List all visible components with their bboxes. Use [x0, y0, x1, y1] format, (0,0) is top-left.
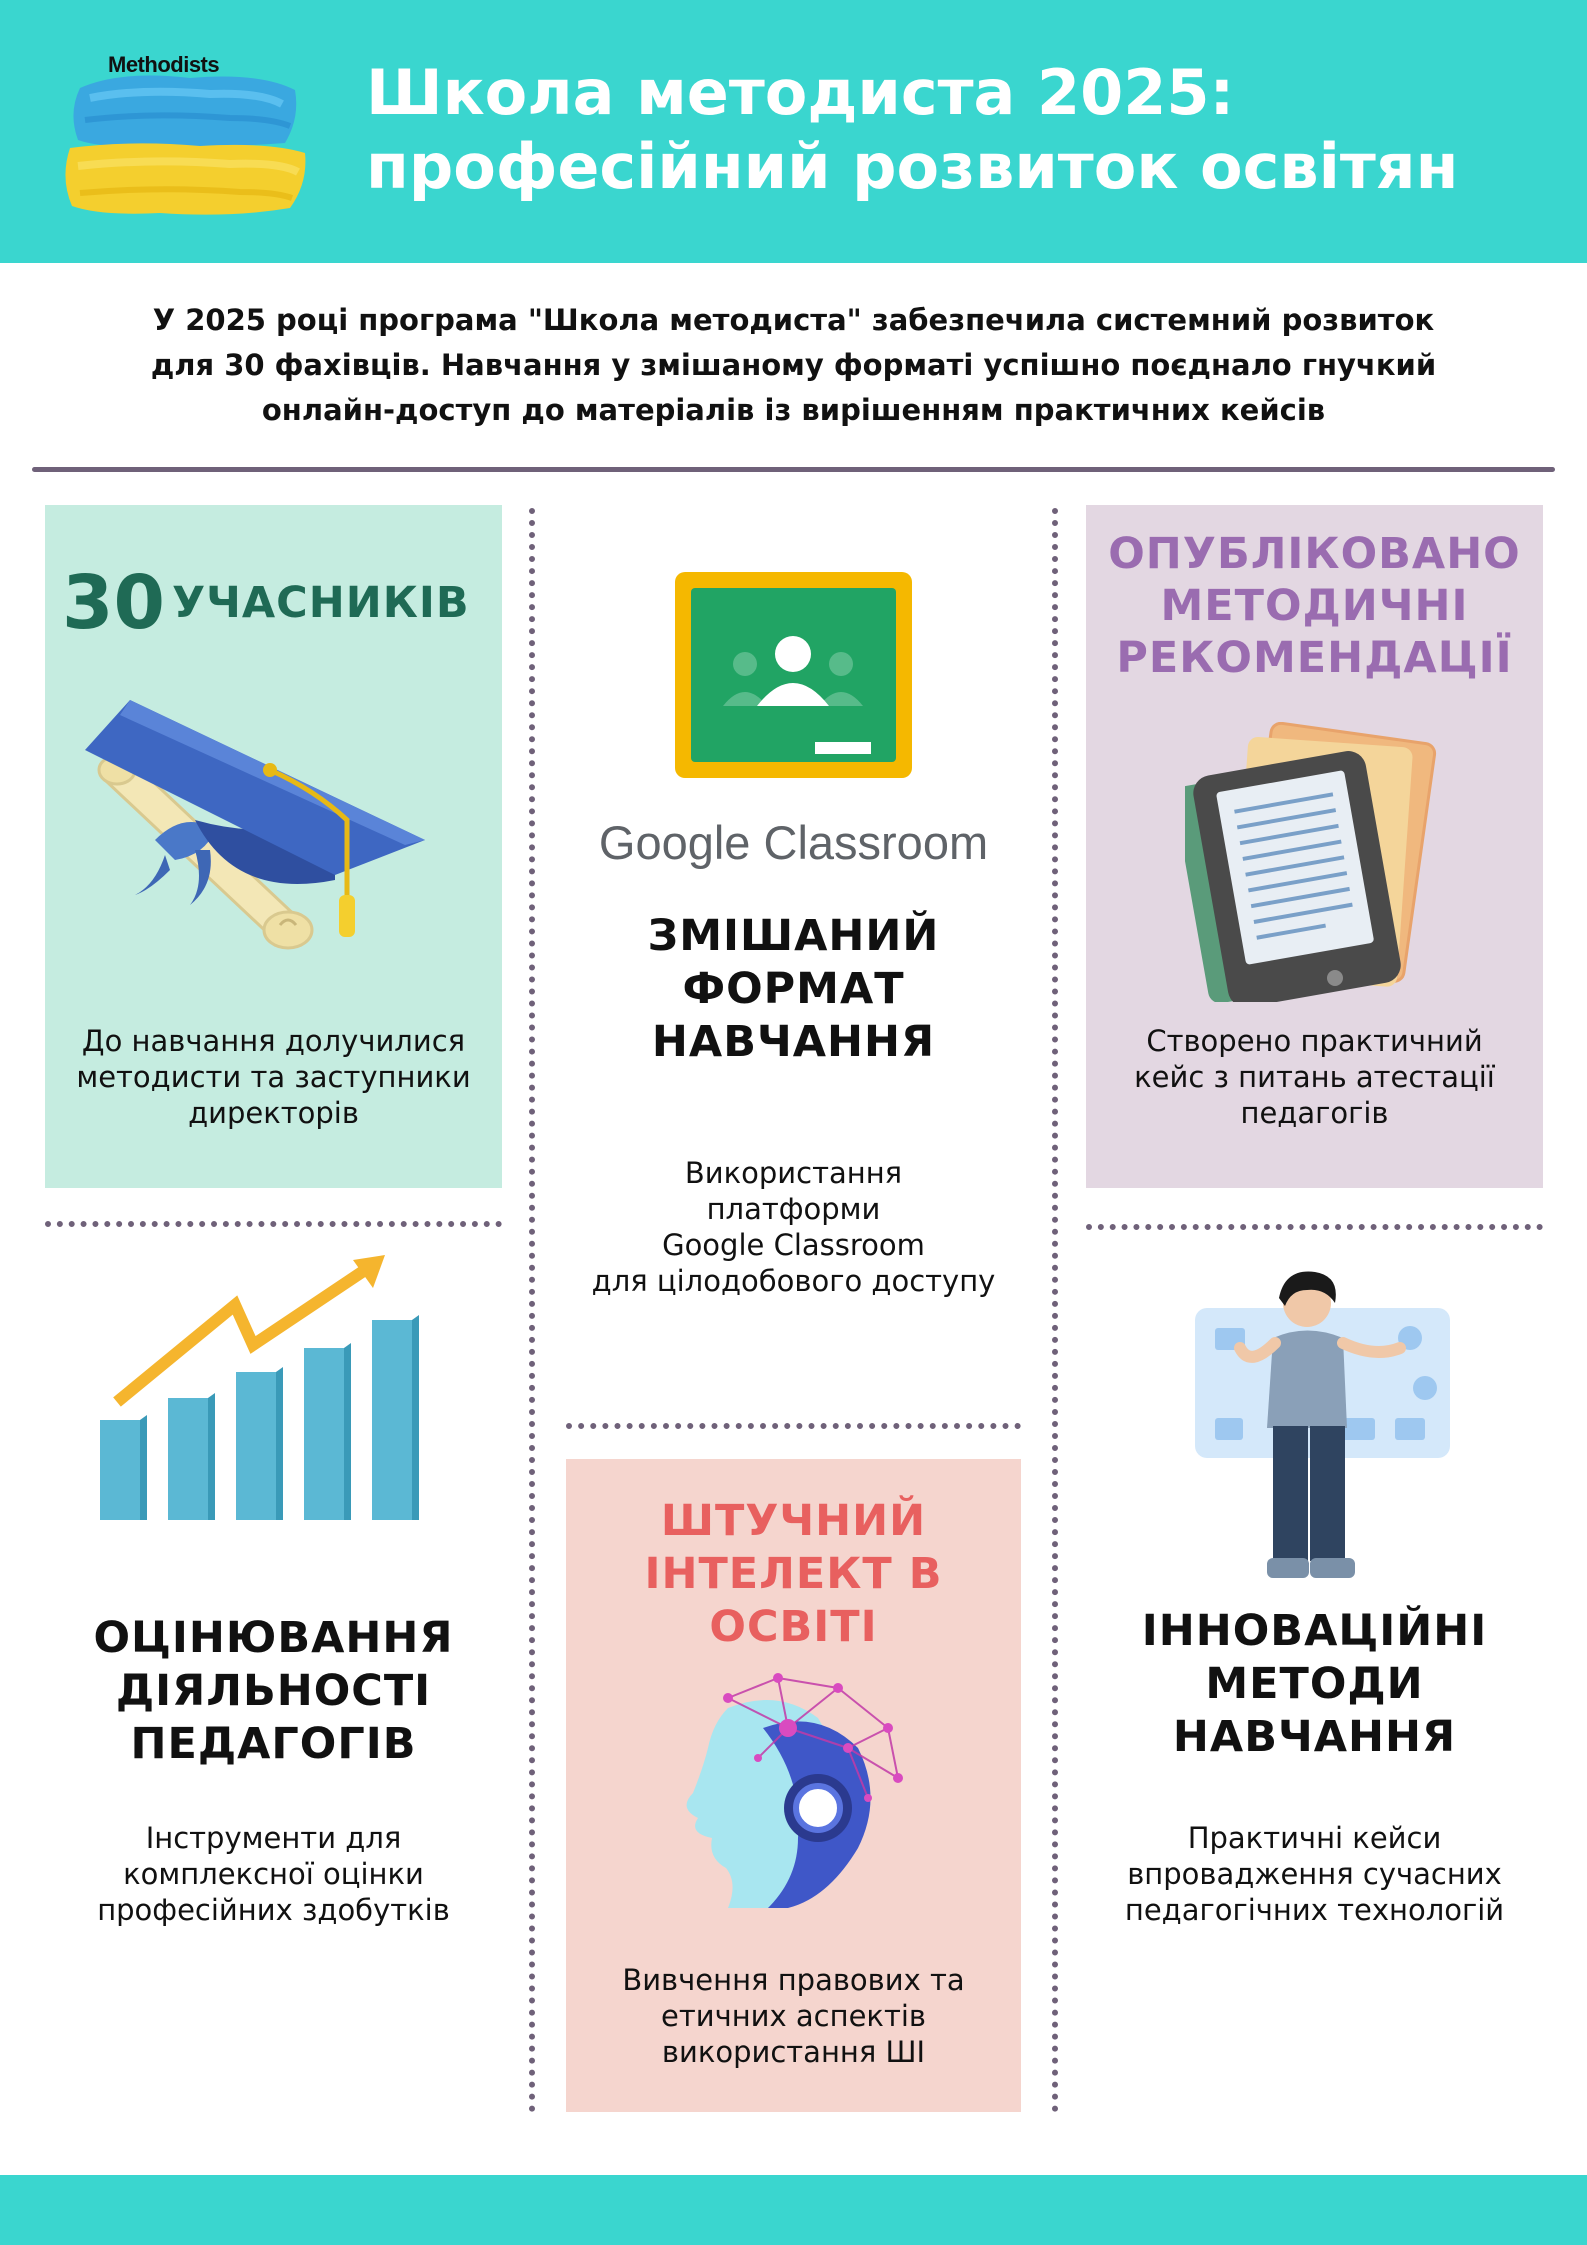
text-line: Використання [684, 1156, 903, 1190]
heading-line: НАВЧАННЯ [651, 1017, 936, 1067]
published-description [1086, 1023, 1543, 1131]
published-heading [1086, 528, 1543, 684]
graduation-cap-icon [85, 690, 435, 980]
logo-text: Methodists [108, 52, 220, 77]
heading-line: ОПУБЛІКОВАНО [1108, 529, 1521, 579]
heading-line: ПЕДАГОГІВ [130, 1719, 417, 1769]
intro-paragraph [60, 298, 1527, 433]
heading-line: МЕТОДИ [1205, 1659, 1424, 1709]
participants-number: 30 [62, 560, 165, 646]
heading-line: ОСВІТІ [709, 1602, 878, 1652]
text-line: етичних аспектів [661, 1999, 926, 2033]
ai-heading [566, 1495, 1021, 1654]
heading-line: ФОРМАТ [682, 964, 905, 1014]
text-line: платформи [706, 1192, 881, 1226]
heading-line: НАВЧАННЯ [1172, 1712, 1457, 1762]
dotted-divider [45, 1221, 502, 1227]
heading-line: ДІЯЛЬНОСТІ [115, 1666, 432, 1716]
page-title [366, 56, 1546, 204]
dotted-divider [1086, 1224, 1543, 1230]
evaluation-heading [45, 1612, 502, 1771]
text-line: Google Classroom [662, 1228, 925, 1262]
heading-line: ШТУЧНИЙ [660, 1496, 927, 1546]
text-line: Практичні кейси [1187, 1821, 1442, 1855]
text-line: використання ШІ [661, 2035, 926, 2069]
evaluation-description [45, 1820, 502, 1928]
text-line: для цілодобового доступу [591, 1264, 996, 1298]
section-divider [32, 467, 1555, 472]
google-classroom-icon [675, 572, 912, 778]
text-line: Вивчення правових та [622, 1963, 965, 1997]
footer-bar [0, 2175, 1587, 2245]
innovation-heading [1086, 1605, 1543, 1764]
intro-line: онлайн-доступ до матеріалів із вирішенням практичних кейсів [261, 393, 1326, 427]
text-line: кейс з питань атестації [1134, 1060, 1495, 1094]
innovation-description [1086, 1820, 1543, 1928]
ebook-reader-icon [1185, 722, 1445, 1002]
text-line: методисти та заступники [76, 1060, 471, 1094]
title-line: Школа методиста 2025: [366, 56, 1235, 129]
growth-chart-icon [95, 1250, 425, 1530]
ai-head-icon [668, 1668, 908, 1918]
participants-label: УЧАСНИКІВ [172, 578, 470, 628]
title-line: професійний розвиток освітян [366, 130, 1459, 203]
participants-description [45, 1023, 502, 1131]
text-line: До навчання долучилися [81, 1024, 466, 1058]
text-line: професійних здобутків [97, 1893, 450, 1927]
text-line: педагогічних технологій [1124, 1893, 1505, 1927]
blended-heading [566, 910, 1021, 1069]
dotted-divider-right [1052, 508, 1058, 2113]
heading-line: ОЦІНЮВАННЯ [93, 1613, 454, 1663]
text-line: директорів [188, 1096, 359, 1130]
text-line: педагогів [1240, 1096, 1389, 1130]
text-line: впровадження сучасних [1127, 1857, 1502, 1891]
intro-line: У 2025 році програма "Школа методиста" забезпечила системний розвиток [152, 303, 1435, 337]
heading-line: ЗМІШАНИЙ [647, 911, 940, 961]
dotted-divider-left [529, 508, 535, 2113]
presenter-icon [1195, 1268, 1455, 1583]
blended-description [566, 1155, 1021, 1299]
text-line: комплексної оцінки [123, 1857, 424, 1891]
platform-name: Google Classroom [598, 816, 989, 869]
text-line: Інструменти для [145, 1821, 402, 1855]
methodists-logo [60, 48, 310, 228]
text-line: Створено практичний [1146, 1024, 1483, 1058]
heading-line: ІННОВАЦІЙНІ [1141, 1606, 1488, 1656]
intro-line: для 30 фахівців. Навчання у змішаному форматі успішно поєднало гнучкий [150, 348, 1437, 382]
ai-description [566, 1962, 1021, 2070]
heading-line: РЕКОМЕНДАЦІЇ [1116, 633, 1513, 683]
heading-line: ІНТЕЛЕКТ В [644, 1549, 943, 1599]
dotted-divider [566, 1423, 1021, 1429]
heading-line: МЕТОДИЧНІ [1160, 581, 1469, 631]
